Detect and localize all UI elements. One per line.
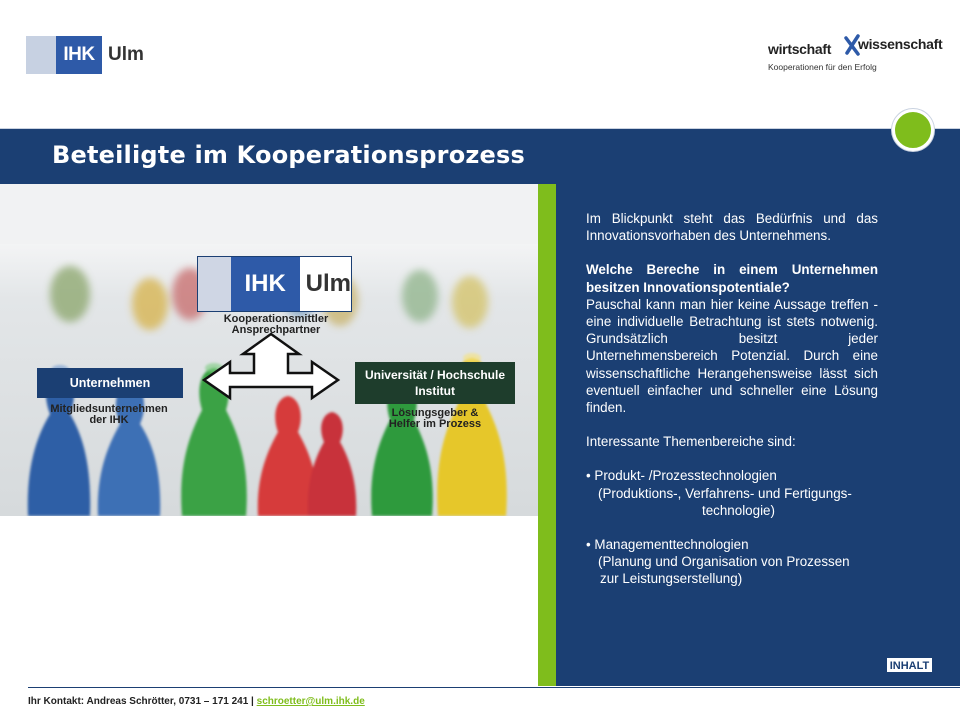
ihk-logo-light-block — [26, 36, 56, 74]
universitaet-label-line1: Universität / Hochschule — [364, 368, 506, 382]
ww-logo-word1: wirtschaft — [768, 41, 832, 57]
panel-topic1-detail-a: (Produktions-, Verfahrens- und Fertigungs- — [598, 485, 852, 501]
ihk-diagram-badge: IHK — [231, 257, 300, 311]
panel-intro: Im Blickpunkt steht das Bedürfnis und das Innovationsvorhaben des Unternehmens. — [586, 211, 878, 244]
green-divider-strip — [538, 184, 556, 686]
universitaet-caption — [356, 408, 514, 430]
inhalt-button[interactable]: INHALT — [886, 657, 933, 673]
panel-topic2: • Managementtechnologien — [586, 537, 749, 553]
universitaet-label-line2: Institut — [415, 384, 455, 398]
universitaet-caption-line2: Helfer im Prozess — [388, 418, 482, 430]
universitaet-box — [355, 362, 515, 404]
wirtschaft-wissenschaft-logo — [768, 36, 943, 76]
footer-contact — [28, 696, 365, 707]
ihk-diagram-light-block — [198, 257, 231, 311]
panel-topic1-detail-b: technologie) — [702, 502, 775, 518]
footer-contact-text: Ihr Kontakt: Andreas Schrötter, 0731 – 171 241 | — [28, 696, 257, 707]
ihk-ulm-logo — [26, 36, 146, 74]
ihk-caption-line2: Ansprechpartner — [231, 324, 321, 336]
footer-divider — [28, 687, 960, 688]
panel-topic2-detail-a: (Planung und Organisation von Prozessen — [598, 554, 850, 570]
panel-topic2-detail-b: zur Leistungserstellung) — [600, 571, 743, 587]
ihk-caption-line1: Kooperationsmittler — [223, 313, 329, 325]
ww-logo-word2: wissenschaft — [858, 36, 943, 52]
three-way-arrow-icon — [200, 330, 342, 410]
white-area — [0, 516, 538, 686]
unternehmen-caption — [36, 404, 182, 426]
ihk-logo-badge: IHK — [56, 36, 102, 74]
panel-topic1: • Produkt- /Prozesstechnologien — [586, 468, 777, 484]
page-title: Beteiligte im Kooperationsprozess — [52, 141, 525, 169]
unternehmen-box: Unternehmen — [37, 368, 183, 398]
ihk-diagram-logo — [197, 256, 352, 312]
panel-topics-heading: Interessante Themenbereiche sind: — [586, 434, 796, 450]
green-dot-decoration — [892, 109, 934, 151]
panel-answer: Pauschal kann man hier keine Aussage treffen - eine individuelle Betrachtung ist stets notwenig. Grundsätzlich besitzt jeder Unternehmensbereich Potenzial. Durch eine wissenschaftliche Herangehensweise lässt sich eventuell einfacher und schneller eine Lösung finden. — [586, 296, 878, 416]
ihk-logo-city: Ulm — [108, 44, 144, 65]
footer-email-link[interactable]: schroetter@ulm.ihk.de — [256, 696, 365, 707]
panel-question: Welche Bereche in einem Unternehmen besitzen Innovationspotentiale? — [586, 262, 878, 295]
universitaet-caption-line1: Lösungsgeber & — [391, 407, 479, 419]
unternehmen-caption-line2: der IHK — [89, 414, 129, 426]
ww-logo-tagline: Kooperationen für den Erfolg — [768, 62, 877, 72]
unternehmen-caption-line1: Mitgliedsunternehmen — [50, 403, 168, 415]
info-panel-text — [586, 210, 878, 588]
ihk-diagram-city: Ulm — [305, 270, 351, 297]
